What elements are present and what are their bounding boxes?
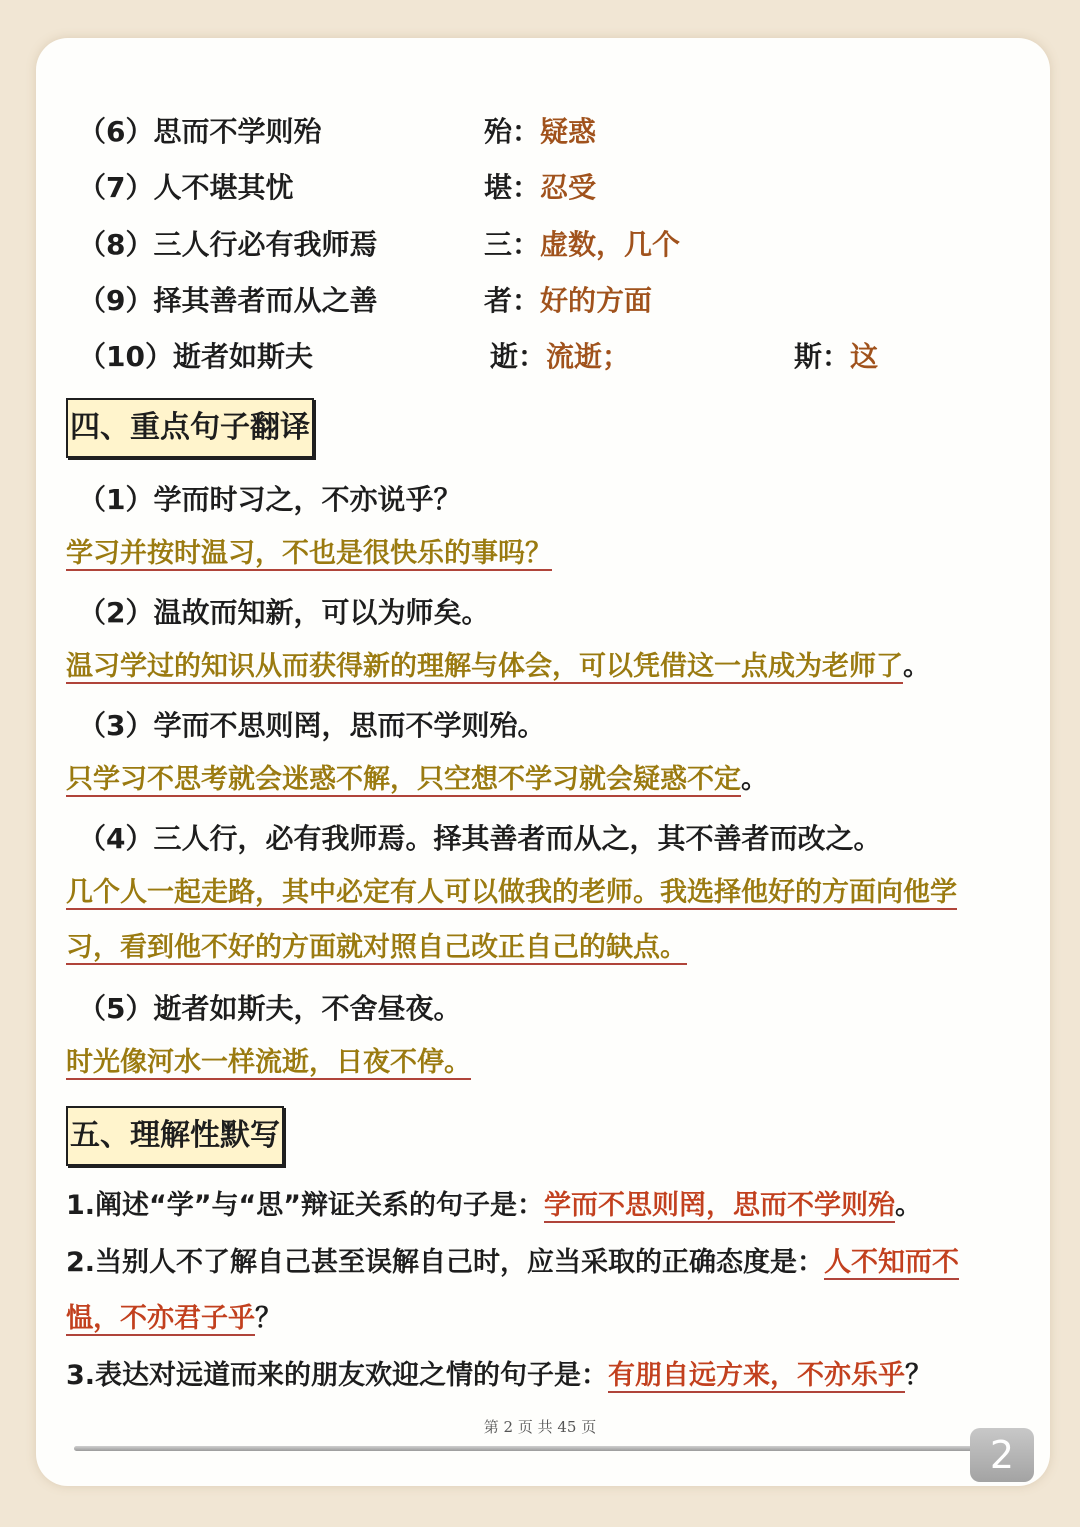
question-2: （2）温故而知新，可以为师矣。 (78, 596, 490, 629)
vocab-key: 殆： (484, 115, 541, 148)
dictation-tail: ？ (905, 1360, 933, 1391)
vocab-phrase-9: （9）择其善者而从之善 (78, 284, 378, 317)
vocab-phrase-8: （8）三人行必有我师焉 (78, 228, 378, 261)
vocab-phrase-7: （7）人不堪其忧 (78, 171, 294, 204)
answer-text: 学习并按时温习，不也是很快乐的事吗？ (66, 538, 552, 569)
answer-tail: 。 (903, 651, 930, 682)
vocab-def-7 (484, 168, 596, 208)
dictation-1 (66, 1180, 922, 1232)
vocab-key: 斯： (794, 340, 851, 373)
vocab-def-8 (484, 225, 680, 265)
vocab-def-9 (484, 281, 652, 321)
dictation-2-line2 (66, 1293, 282, 1345)
vocab-def-10b (794, 337, 878, 377)
dictation-tail: ？ (255, 1303, 282, 1334)
answer-2 (66, 641, 930, 693)
section-title-translation: 四、重点句子翻译 (66, 398, 314, 458)
dictation-3 (66, 1350, 932, 1402)
section-title-dictation: 五、理解性默写 (66, 1106, 284, 1166)
vocab-meaning: 疑惑 (540, 115, 597, 148)
vocab-meaning: 忍受 (540, 171, 597, 204)
vocab-meaning: 好的方面 (540, 284, 653, 317)
dictation-answer: 有朋自远方来，不亦乐乎 (608, 1360, 906, 1391)
vocab-meaning: 这 (850, 340, 879, 373)
vocab-key: 三： (484, 228, 541, 261)
answer-text: 时光像河水一样流逝，日夜不停。 (66, 1047, 471, 1078)
vocab-def-10 (490, 337, 630, 377)
vocab-meaning: 虚数，几个 (540, 228, 681, 261)
vocab-meaning: 流逝； (546, 340, 631, 373)
vocab-key: 堪： (484, 171, 541, 204)
dictation-answer: 人不知而不 (824, 1247, 960, 1278)
answer-5 (66, 1037, 471, 1089)
vocab-key: 逝： (490, 340, 547, 373)
vocab-def-6 (484, 112, 596, 152)
divider (74, 1446, 1004, 1451)
dictation-answer: 愠，不亦君子乎 (66, 1303, 255, 1334)
answer-text: 几个人一起走路，其中必定有人可以做我的老师。我选择他好的方面向他学 (66, 877, 957, 908)
answer-text: 习，看到他不好的方面就对照自己改正自己的缺点。 (66, 932, 687, 963)
dictation-question: 1.阐述“学”与“思”辩证关系的句子是： (66, 1190, 545, 1221)
answer-text: 只学习不思考就会迷惑不解，只空想不学习就会疑惑不定 (66, 764, 741, 795)
answer-3 (66, 754, 768, 806)
answer-1 (66, 528, 552, 580)
vocab-phrase-10: （10）逝者如斯夫 (78, 340, 313, 373)
vocab-phrase-6: （6）思而不学则殆 (78, 115, 322, 148)
answer-4-line1 (66, 867, 957, 919)
answer-tail: 。 (741, 764, 768, 795)
dictation-answer: 学而不思则罔，思而不学则殆 (544, 1190, 896, 1221)
dictation-question: 2.当别人不了解自己甚至误解自己时，应当采取的正确态度是： (66, 1247, 825, 1278)
dictation-2-line1 (66, 1237, 959, 1289)
vocab-key: 者： (484, 284, 541, 317)
question-1: （1）学而时习之，不亦说乎？ (78, 483, 462, 516)
page-number-footer: 第 2 页 共 45 页 (483, 1418, 597, 1436)
question-4: （4）三人行，必有我师焉。择其善者而从之，其不善者而改之。 (78, 822, 882, 855)
question-3: （3）学而不思则罔，思而不学则殆。 (78, 709, 546, 742)
dictation-question: 3.表达对远道而来的朋友欢迎之情的句子是： (66, 1360, 609, 1391)
page-badge: 2 (970, 1428, 1034, 1482)
question-5: （5）逝者如斯夫，不舍昼夜。 (78, 992, 462, 1025)
answer-4-line2 (66, 922, 687, 974)
dictation-tail: 。 (895, 1190, 923, 1221)
answer-text: 温习学过的知识从而获得新的理解与体会，可以凭借这一点成为老师了 (66, 651, 903, 682)
